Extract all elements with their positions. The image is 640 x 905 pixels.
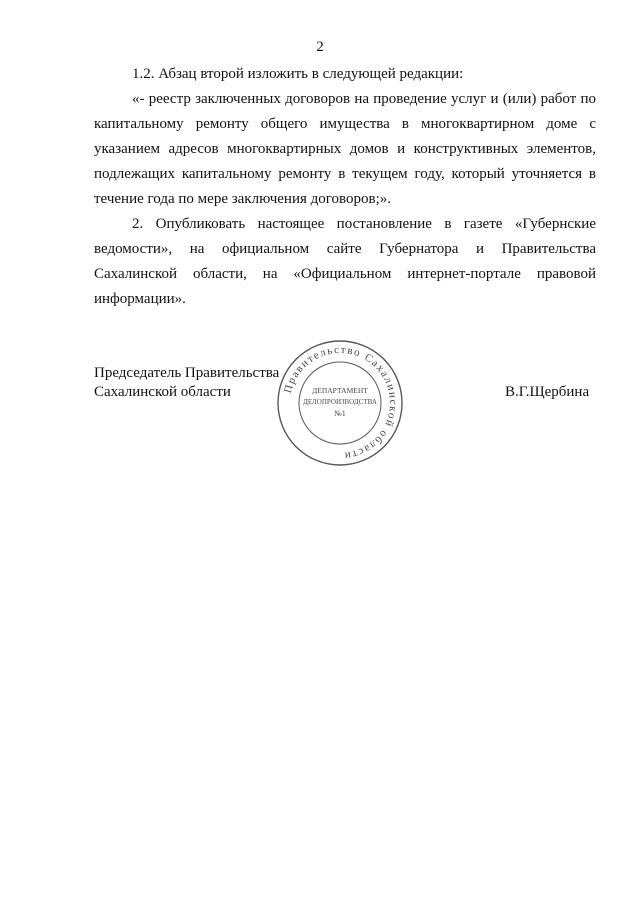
seal-line3: №1 [334, 409, 346, 418]
seal-line2: ДЕЛОПРОИЗВОДСТВА [303, 398, 377, 406]
seal-ring-text: Правительство Сахалинской области [282, 343, 400, 462]
seal-line1: ДЕПАРТАМЕНТ [312, 386, 368, 395]
document-body [94, 62, 596, 312]
paragraph-1-2: 1.2. Абзац второй изложить в следующей редакции: [132, 66, 464, 82]
signatory-title [94, 364, 279, 402]
signatory-title-line2: Сахалинской области [94, 384, 231, 400]
paragraph-quoted-text: «- реестр заключенных договоров на проведение услуг и (или) работ по капитальному ремонту общего имущества в многоквартирном доме с указанием адресов многоквартирных домов и конструктивных элементов, подлежащих капитальному ремонту в текущем году, который уточняется в течение года по мере заключения договоров;». [94, 91, 596, 207]
signatory-name: В.Г.Щербина [505, 384, 590, 400]
page-number: 2 [316, 39, 324, 55]
signatory-title-line1: Председатель Правительства [94, 365, 280, 381]
paragraph-2: 2. Опубликовать настоящее постановление в газете «Губернские ведомости», на официальном сайте Губернатора и Правительства Сахалинской области, на «Официальном интернет-портале правовой информации». [94, 216, 596, 307]
official-seal [276, 339, 404, 467]
